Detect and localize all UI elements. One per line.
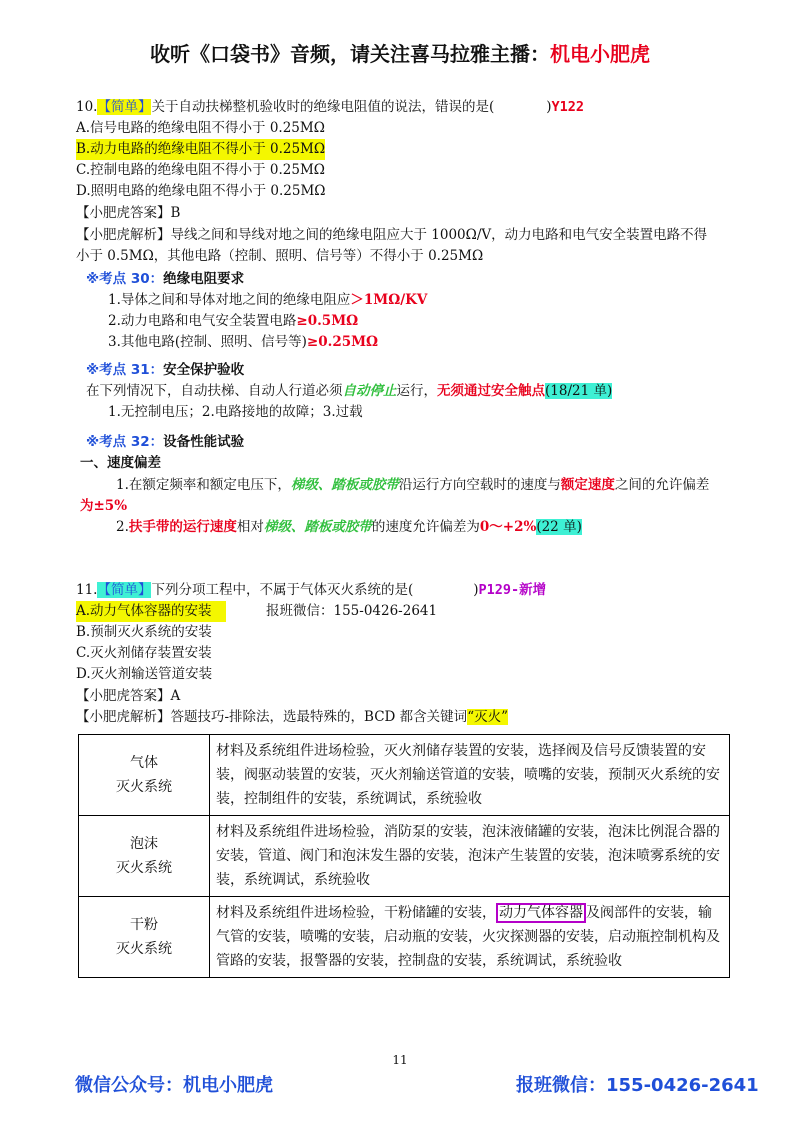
q10-option-a: A.信号电路的绝缘电阻不得小于 0.25MΩ — [76, 120, 325, 136]
kp32-line2: 为±5% — [80, 498, 128, 514]
difficulty-tag: 【简单】 — [97, 582, 152, 598]
q11-wechat: 报班微信：155-0426-2641 — [266, 603, 438, 619]
q11-keyword: “灭火” — [467, 709, 508, 725]
kp31-heading: ※考点 31：安全保护验收 — [86, 362, 245, 378]
kp30-item3: 3.其他电路(控制、照明、信号等)≥0.25MΩ — [108, 334, 379, 350]
kp30-item2: 2.动力电路和电气安全装置电路≥0.5MΩ — [108, 313, 359, 329]
q11-option-d: D.灭火剂输送管道安装 — [76, 666, 213, 682]
q10-option-d: D.照明电路的绝缘电阻不得小于 0.25MΩ — [76, 183, 326, 199]
kp32-heading: ※考点 32：设备性能试验 — [86, 434, 245, 450]
system-items: 材料及系统组件进场检验，干粉储罐的安装， 动力气体容器 及阀部件的安装，输气管的安装，喷嘴的安装，启动瓶的安装，火灾探测器的安装，启动瓶控制机构及管路的安装，报警器的安装，控制盘的安装，系统调试，系统验收 — [210, 897, 730, 978]
q11-answer: 【小肥虎答案】A — [76, 688, 181, 704]
system-items: 材料及系统组件进场检验，灭火剂储存装置的安装，选择阀及信号反馈装置的安装，阀驱动装置的安装，灭火剂输送管道的安装，喷嘴的安装，预制灭火系统的安装，控制组件的安装，系统调试，系统验收 — [210, 735, 730, 816]
footer-right: 报班微信：155-0426-2641 — [516, 1075, 759, 1096]
q10-option-c: C.控制电路的绝缘电阻不得小于 0.25MΩ — [76, 162, 326, 178]
q11-stem: 11.【简单】下列分项工程中，不属于气体灭火系统的是( )P129-新增 — [76, 582, 547, 598]
q10-analysis-line2: 小于 0.5MΩ，其他电路（控制、照明、信号等）不得小于 0.25MΩ — [76, 248, 484, 264]
system-items: 材料及系统组件进场检验，消防泵的安装，泡沫液储罐的安装，泡沫比例混合器的安装，管道、阀门和泡沫发生器的安装，泡沫产生装置的安装，泡沫喷雾系统的安装，系统调试，系统验收 — [210, 816, 730, 897]
q10-answer: 【小肥虎答案】B — [76, 205, 181, 221]
kp31-line2: 1.无控制电压；2.电路接地的故障；3.过载 — [108, 404, 363, 420]
kp30-item1: 1.导体之间和导体对地之间的绝缘电阻应＞1MΩ/KV — [108, 292, 428, 308]
q10-option-b: B.动力电路的绝缘电阻不得小于 0.25MΩ — [76, 139, 325, 160]
system-name: 干粉 灭火系统 — [79, 897, 210, 978]
q11-option-b: B.预制灭火系统的安装 — [76, 624, 212, 640]
q10-analysis-line1: 【小肥虎解析】导线之间和导线对地之间的绝缘电阻应大于 1000Ω/V，动力电路和电气安全装置电路不得 — [76, 227, 708, 243]
kp31-line1: 在下列情况下，自动扶梯、自动人行道必须自动停止运行，无须通过安全触点(18/21 单) — [86, 383, 613, 399]
footer-left: 微信公众号：机电小肥虎 — [75, 1075, 273, 1096]
header-banner — [0, 38, 800, 67]
banner-anchor-name: 机电小肥虎 — [550, 42, 650, 66]
banner-text: 收听《口袋书》音频，请关注喜马拉雅主播： — [150, 42, 550, 66]
q11-option-a-row — [76, 601, 437, 622]
q11-option-a: A.动力气体容器的安装 — [76, 601, 226, 622]
table-row — [79, 816, 730, 897]
q10-stem: 10.【简单】关于自动扶梯整机验收时的绝缘电阻值的说法，错误的是( )Y122 — [76, 99, 585, 115]
fire-systems-table — [78, 734, 730, 978]
highlighted-term: 动力气体容器 — [496, 903, 586, 923]
q11-reference: P129-新增 — [478, 582, 547, 598]
q10-reference: Y122 — [551, 99, 585, 115]
kp32-line1: 1.在额定频率和额定电压下，梯级、踏板或胶带沿运行方向空载时的速度与额定速度之间的允许偏差 — [116, 477, 710, 493]
page-number: 11 — [392, 1053, 408, 1067]
system-name: 气体 灭火系统 — [79, 735, 210, 816]
difficulty-tag: 【简单】 — [97, 99, 152, 115]
q11-option-c: C.灭火剂储存装置安装 — [76, 645, 212, 661]
kp32-line3: 2.扶手带的运行速度相对梯级、踏板或胶带的速度允许偏差为0～+2%(22 单) — [116, 519, 582, 535]
kp30-heading: ※考点 30：绝缘电阻要求 — [86, 271, 245, 287]
table-row — [79, 735, 730, 816]
q11-analysis: 【小肥虎解析】答题技巧-排除法，选最特殊的，BCD 都含关键词“灭火” — [76, 709, 508, 725]
system-name: 泡沫 灭火系统 — [79, 816, 210, 897]
kp32-subheading: 一、速度偏差 — [80, 455, 161, 471]
table-row — [79, 897, 730, 978]
